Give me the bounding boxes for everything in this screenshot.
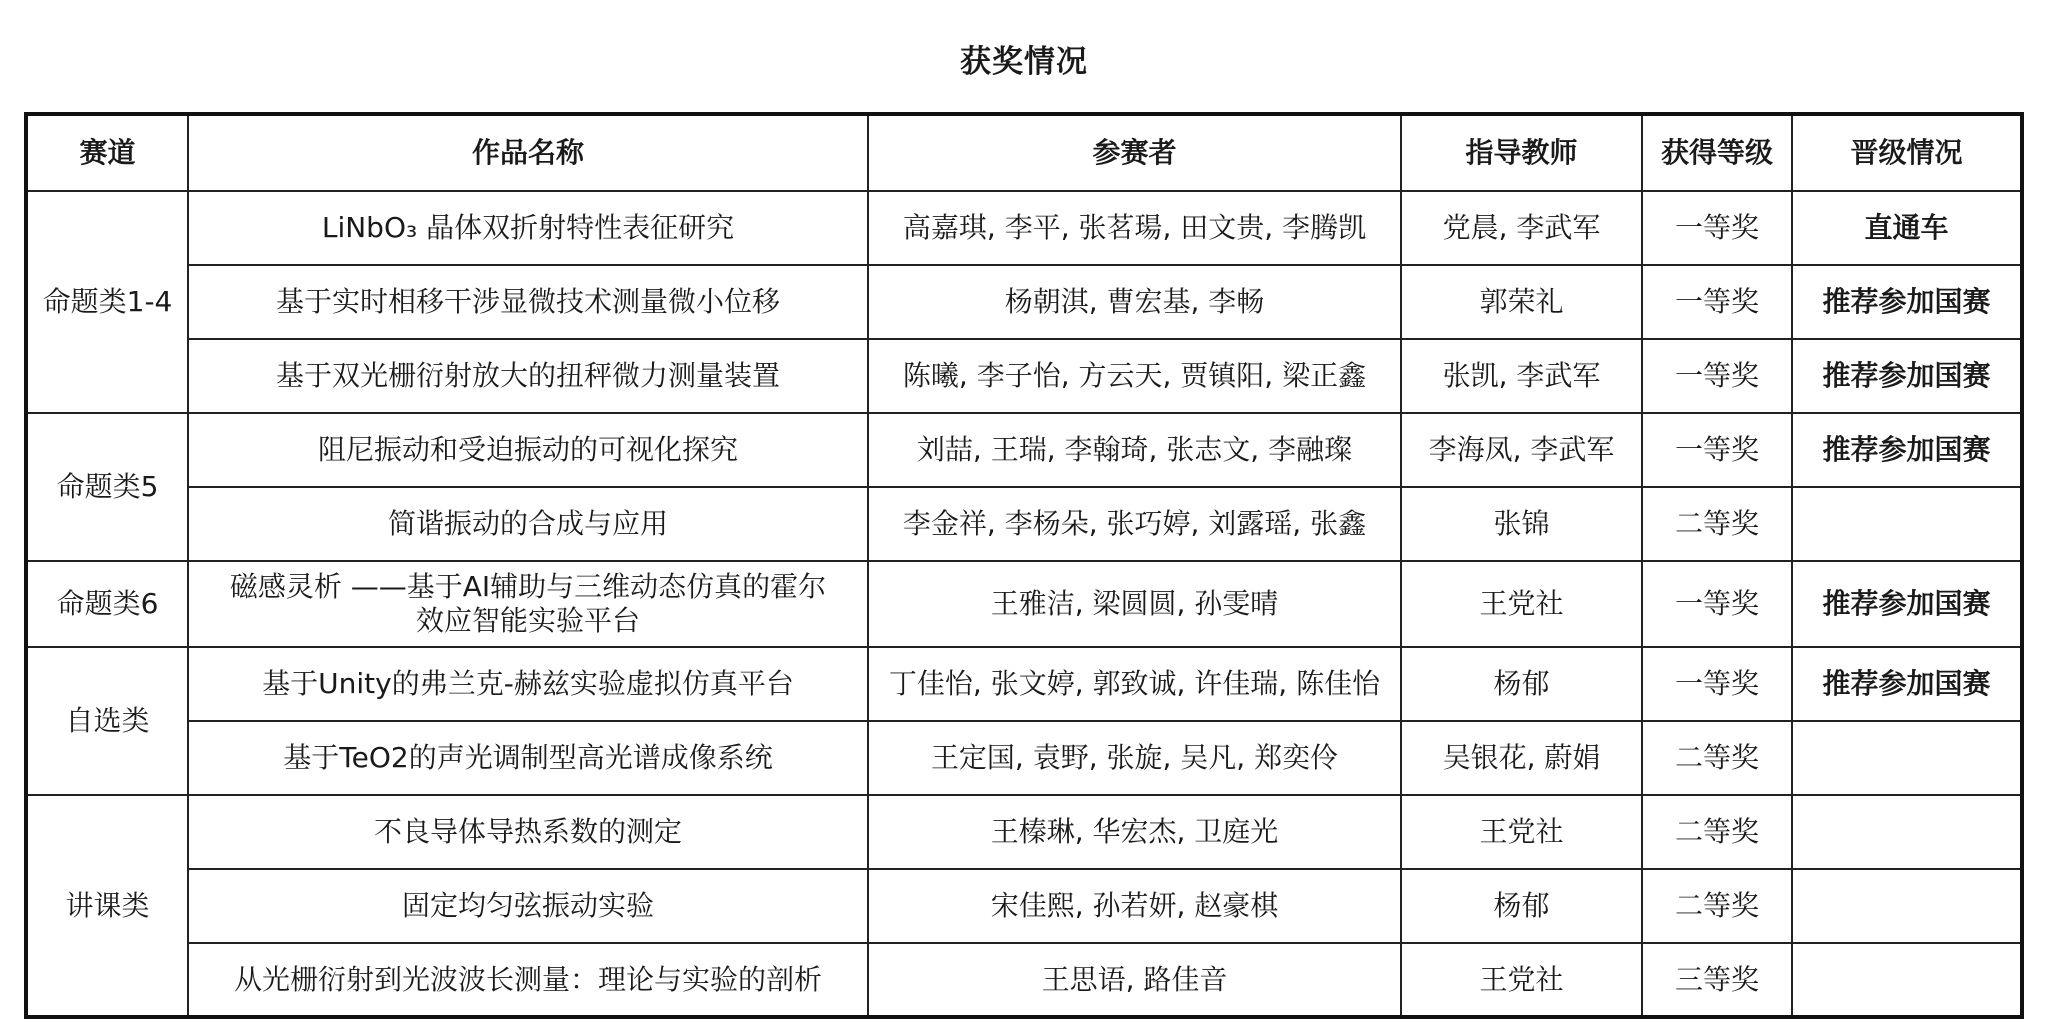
header-advisor: 指导教师 — [1401, 114, 1642, 191]
track-cell: 命题类1-4 — [26, 191, 188, 413]
work-cell: 从光栅衍射到光波波长测量：理论与实验的剖析 — [188, 943, 868, 1017]
work-cell: 简谐振动的合成与应用 — [188, 487, 868, 561]
table-row — [26, 647, 2022, 721]
table-row — [26, 795, 2022, 869]
header-level: 获得等级 — [1642, 114, 1792, 191]
header-promotion: 晋级情况 — [1792, 114, 2022, 191]
table-row — [26, 869, 2022, 943]
work-cell: LiNbO₃ 晶体双折射特性表征研究 — [188, 191, 868, 265]
advisor-cell: 张锦 — [1401, 487, 1642, 561]
level-cell: 一等奖 — [1642, 647, 1792, 721]
level-cell: 一等奖 — [1642, 265, 1792, 339]
work-line-1: 磁感灵析 ——基于AI辅助与三维动态仿真的霍尔 — [229, 570, 827, 603]
level-cell: 三等奖 — [1642, 943, 1792, 1017]
level-cell: 二等奖 — [1642, 487, 1792, 561]
advisor-cell: 李海凤, 李武军 — [1401, 413, 1642, 487]
promotion-cell: 推荐参加国赛 — [1792, 413, 2022, 487]
advisor-cell: 党晨, 李武军 — [1401, 191, 1642, 265]
table-row — [26, 339, 2022, 413]
participants-cell: 王思语, 路佳音 — [868, 943, 1401, 1017]
advisor-cell: 吴银花, 蔚娟 — [1401, 721, 1642, 795]
advisor-cell: 王党社 — [1401, 795, 1642, 869]
participants-cell: 杨朝淇, 曹宏基, 李畅 — [868, 265, 1401, 339]
track-cell: 命题类6 — [26, 561, 188, 647]
level-cell: 二等奖 — [1642, 795, 1792, 869]
promotion-cell — [1792, 721, 2022, 795]
advisor-cell: 王党社 — [1401, 561, 1642, 647]
track-cell: 命题类5 — [26, 413, 188, 561]
level-cell: 二等奖 — [1642, 869, 1792, 943]
promotion-cell: 推荐参加国赛 — [1792, 265, 2022, 339]
level-cell: 一等奖 — [1642, 191, 1792, 265]
advisor-cell: 张凯, 李武军 — [1401, 339, 1642, 413]
promotion-cell: 推荐参加国赛 — [1792, 647, 2022, 721]
work-line-2: 效应智能实验平台 — [415, 604, 640, 637]
participants-cell: 李金祥, 李杨朵, 张巧婷, 刘露瑶, 张鑫 — [868, 487, 1401, 561]
work-cell: 固定均匀弦振动实验 — [188, 869, 868, 943]
header-work: 作品名称 — [188, 114, 868, 191]
level-cell: 二等奖 — [1642, 721, 1792, 795]
participants-cell: 宋佳熙, 孙若妍, 赵豪棋 — [868, 869, 1401, 943]
promotion-cell: 推荐参加国赛 — [1792, 339, 2022, 413]
promotion-cell — [1792, 869, 2022, 943]
work-cell: 基于TeO2的声光调制型高光谱成像系统 — [188, 721, 868, 795]
participants-cell: 王定国, 袁野, 张旋, 吴凡, 郑奕伶 — [868, 721, 1401, 795]
promotion-cell — [1792, 795, 2022, 869]
participants-cell: 陈曦, 李子怡, 方云天, 贾镇阳, 梁正鑫 — [868, 339, 1401, 413]
participants-cell: 刘喆, 王瑞, 李翰琦, 张志文, 李融璨 — [868, 413, 1401, 487]
promotion-cell — [1792, 487, 2022, 561]
level-cell: 一等奖 — [1642, 413, 1792, 487]
participants-cell: 王榛琳, 华宏杰, 卫庭光 — [868, 795, 1401, 869]
work-cell: 基于Unity的弗兰克-赫兹实验虚拟仿真平台 — [188, 647, 868, 721]
table-row — [26, 721, 2022, 795]
header-track: 赛道 — [26, 114, 188, 191]
track-cell: 自选类 — [26, 647, 188, 795]
table-row — [26, 561, 2022, 647]
table-row — [26, 191, 2022, 265]
table-row — [26, 943, 2022, 1017]
work-cell: 阻尼振动和受迫振动的可视化探究 — [188, 413, 868, 487]
table-row — [26, 265, 2022, 339]
work-cell: 基于实时相移干涉显微技术测量微小位移 — [188, 265, 868, 339]
work-cell — [188, 561, 868, 647]
advisor-cell: 杨郁 — [1401, 869, 1642, 943]
level-cell: 一等奖 — [1642, 339, 1792, 413]
promotion-cell — [1792, 943, 2022, 1017]
table-row — [26, 413, 2022, 487]
work-cell: 基于双光栅衍射放大的扭秤微力测量装置 — [188, 339, 868, 413]
advisor-cell: 郭荣礼 — [1401, 265, 1642, 339]
table-header-row — [26, 114, 2022, 191]
track-cell: 讲课类 — [26, 795, 188, 1017]
promotion-cell: 推荐参加国赛 — [1792, 561, 2022, 647]
level-cell: 一等奖 — [1642, 561, 1792, 647]
awards-table — [24, 112, 2024, 1019]
participants-cell: 高嘉琪, 李平, 张茗瑒, 田文贵, 李腾凯 — [868, 191, 1401, 265]
advisor-cell: 王党社 — [1401, 943, 1642, 1017]
header-participants: 参赛者 — [868, 114, 1401, 191]
participants-cell: 丁佳怡, 张文婷, 郭致诚, 许佳瑞, 陈佳怡 — [868, 647, 1401, 721]
work-cell: 不良导体导热系数的测定 — [188, 795, 868, 869]
participants-cell: 王雅洁, 梁圆圆, 孙雯晴 — [868, 561, 1401, 647]
advisor-cell: 杨郁 — [1401, 647, 1642, 721]
promotion-cell: 直通车 — [1792, 191, 2022, 265]
page-title: 获奖情况 — [960, 44, 1088, 80]
table-row — [26, 487, 2022, 561]
